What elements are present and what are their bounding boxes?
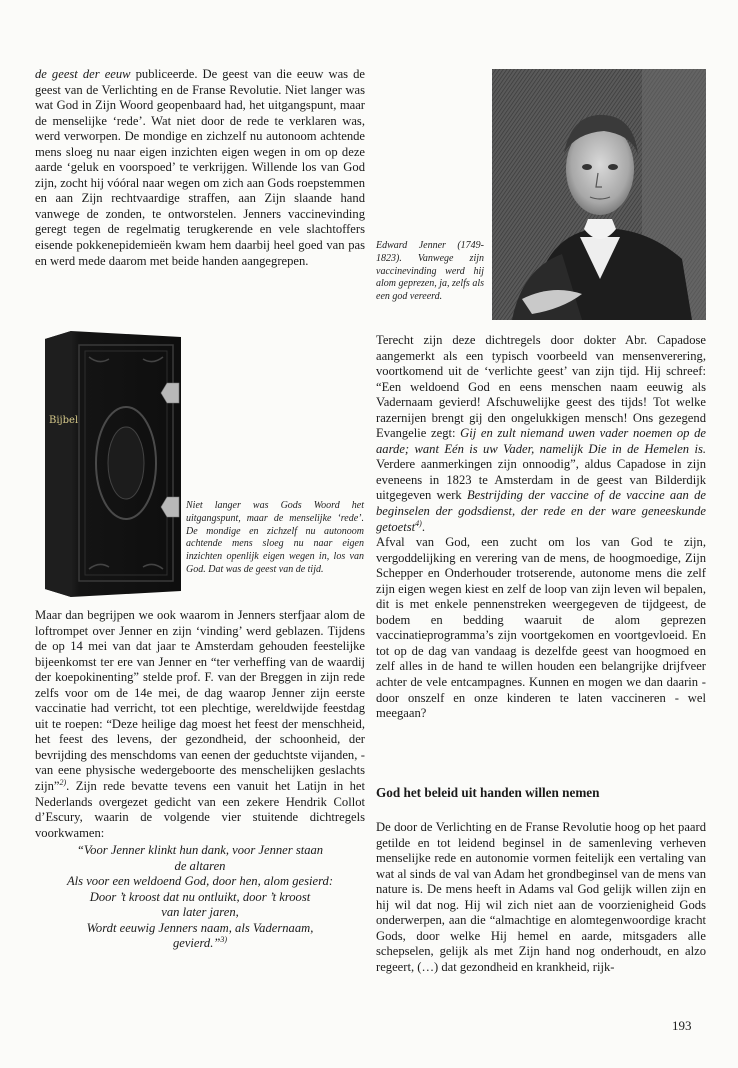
body-text-left-top xyxy=(35,67,365,269)
italic-lead: de geest der eeuw xyxy=(35,67,131,81)
footnote-ref: 4) xyxy=(415,518,422,528)
footnote-ref: 2) xyxy=(59,777,67,787)
poem-line: Door ’t kroost dat nu ontluikt, door ’t kroost xyxy=(89,889,311,904)
bible-quote: Gij en zult niemand uwen vader noemen op de aarde; want Eén is uw Vader, namelijk Die in de Hemelen is. xyxy=(376,426,706,456)
poem-line: de altaren xyxy=(174,858,226,873)
section-heading: God het beleid uit handen willen nemen xyxy=(376,785,600,800)
poem-line: Als voor een weldoend God, door hen, alom gesierd: xyxy=(66,874,334,889)
paragraph-capadose-cont: Verdere aanmerkingen zijn onnoodig”, aldus Capadose in zijn eveneens in 1823 te Amsterdam in de geest van Bilderdijk uitgegeven werk xyxy=(376,457,706,503)
poem xyxy=(35,843,365,952)
book-title: Bestrijding der vaccine of de vaccine aan de beginselen der godsdienst, der rede en der ware geneeskunde getoetst xyxy=(376,488,706,534)
page-number: 193 xyxy=(672,1018,692,1033)
poem-line: “Voor Jenner klinkt hun dank, voor Jenner staan xyxy=(76,843,324,858)
poem-line: van later jaren, xyxy=(161,905,239,920)
paragraph-left-top: publiceerde. De geest van die eeuw was de geest van de Verlichting en de Franse Revolutie. Niet langer was wat God in Zijn Woord geopenbaard had, het uitgangspunt, maar de menselijke ‘rede’. Wat niet door de rede te verklaren was, werd verworpen. De mondige en zichzelf nu autonoom achtende mens sloeg nu naar eigen inzichten eigen wegen in om op deze aarde ‘geluk en voorspoed’ te verkrijgen. Willende los van God zijn, zocht hij vóóral naar wegen om zich aan Gods roepstemmen en aan Zijn rechtvaardige straffen, aan Zijn slaande hand vanwege de zonden, te ontworstelen. Jenners vaccinevinding geregt tegen de regelmatig terugkerende en vele slachtoffers eisende pokkenepidemieën kwam hem daarbij heel goed van pas en werd mede daarom met beide handen aangegrepen. xyxy=(35,67,366,268)
poem-line: Wordt eeuwig Jenners naam, als Vadernaam, xyxy=(86,920,314,935)
jenner-portrait xyxy=(492,69,706,320)
footnote-ref: 3) xyxy=(220,935,228,945)
body-text-right-bottom xyxy=(376,820,706,975)
poem-line-last: gevierd.” xyxy=(172,936,221,951)
paragraph-afval: Afval van God, een zucht om los van God te zijn, vergoddelijking en verering van de mens, de hoogmoedige, Zijn Schepper en Onderhouder trotserende, autonome mens die zelf zijn eigen wegen kiest en zelf de loop van zijn leven wil bepalen, dit is met enkele pennenstreken weergegeven de tijdgeest, de bodem en bedding waaruit de alom geprezen vaccinatieprogramma’s zijn voortgekomen en voortgevloeid. En tot op de dag van vandaag is dezelfde geest van hoogmoed en zelf alles in de hand te willen houden een belangrijke drijfveer achter de vele entcampagnes. Kunnen en mogen we dan daarin - door onszelf en onze kinderen te laten vaccineren - wel meegaan? xyxy=(376,535,706,721)
bible-caption: Niet langer was Gods Woord het uitgangspunt, maar de menselijke ‘rede’. De mondige en zichzelf nu autonoom achtende mens sloeg nu naar eigen inzichten openlijk eigen wegen in, los van God. Dat was de geest van de tijd. xyxy=(186,500,364,575)
body-text-left-bottom xyxy=(35,608,365,952)
paragraph-left-bottom: Maar dan begrijpen we ook waarom in Jenners sterfjaar alom de loftrompet over Jenner en zijn ‘vinding’ werd geblazen. Tijdens de op 14 mei van dat jaar te Amsterdam gehouden feestelijke bijeenkomst ter ere van Jenner en “ter verheffing van de waardij der koepokinenting” stelde prof. F. van der Breggen in zijn rede zelfs voor om de 14e mei, de dag waarop Jenner zijn eerste vaccinatie had verricht, tot een plechtige, wereldwijde feestdag uit te roepen: “Deze heilige dag moest het feest der menschheid, het feest des levens, der gezondheid, der schoonheid, der bevrijding des menschdoms van eenen der geduchtste vijanden, - van eene physische wedergeboorte des menschelijken geslachts zijn” xyxy=(35,608,365,794)
jenner-caption: Edward Jenner (1749-1823). Vanwege zijn vaccinevinding werd hij alom geprezen, ja, zelfs als een god vereerd. xyxy=(376,240,484,303)
paragraph-capadose: Terecht zijn deze dichtregels door dokter Abr. Capadose aangemerkt als een typisch voorbeeld van mensenverering, voortkomend uit de ‘verlichte geest’ van zijn tijd. Hij schreef: “Een weldoend God en eens menschen naam eeuwig als Vadernaam gevierd! Afschuwelijke geest des tijds! Tot welke razernijen brengt gij den ongelukkigen mensch! Ons gezegend Evangelie zegt: xyxy=(376,333,706,441)
bible-image xyxy=(35,327,183,597)
bible-spine-label: Bijbel xyxy=(49,415,79,426)
paragraph-left-bottom-tail: . Zijn rede bevatte tevens een vanuit het Latijn in het Nederlands overgezet gedicht van een zekere Hendrik Collot d’Escury, waarin de volgende vier stuitende dichtregels voorkwamen: xyxy=(35,779,365,840)
paragraph-verlichting: De door de Verlichting en de Franse Revolutie hoog op het paard getilde en tot leidend beginsel in de samenleving verheven menselijke rede en autonomie vormen feitelijk een vertaling van wat al sinds de val van Adam het grondbeginsel van de mens van nature is. De mens heeft in Adams val God gelijk willen zijn en hij wil dat nog. Hij wil zich niet aan de voorzienigheid Gods onderwerpen, aan die “almachtige en alomtegenwoordige kracht Gods, door welke Hij hemel en aarde, mitsgaders alle schepselen, gelijk als met Zijn hand nog onderhoudt, en alzo regeert, (…) dat gezondheid en krankheid, rijk- xyxy=(376,820,706,974)
body-text-right xyxy=(376,333,706,722)
punctuation: . xyxy=(421,519,425,534)
poem-line xyxy=(35,936,365,952)
